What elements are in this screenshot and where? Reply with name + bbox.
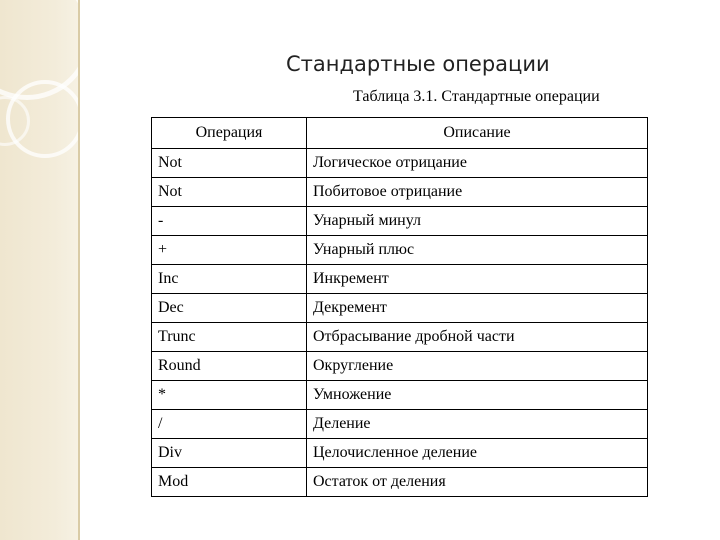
operation-cell: Div (152, 439, 307, 468)
table-header-row (152, 118, 648, 149)
description-cell: Умножение (307, 381, 648, 410)
header-operation: Операция (152, 118, 307, 149)
operation-cell: Mod (152, 468, 307, 497)
table-row (152, 265, 648, 294)
table-row (152, 381, 648, 410)
operation-cell: Not (152, 149, 307, 178)
table-row (152, 149, 648, 178)
table-row (152, 410, 648, 439)
description-cell: Унарный плюс (307, 236, 648, 265)
description-cell: Отбрасывание дробной части (307, 323, 648, 352)
table-caption: Таблица 3.1. Стандартные операции (353, 88, 600, 105)
operations-table (151, 117, 648, 497)
operation-cell: Not (152, 178, 307, 207)
description-cell: Деление (307, 410, 648, 439)
description-cell: Декремент (307, 294, 648, 323)
operation-cell: Dec (152, 294, 307, 323)
description-cell: Целочисленное деление (307, 439, 648, 468)
table-row (152, 178, 648, 207)
side-panel-border (78, 0, 80, 540)
description-cell: Унарный минул (307, 207, 648, 236)
description-cell: Побитовое отрицание (307, 178, 648, 207)
operation-cell: Trunc (152, 323, 307, 352)
table-row (152, 294, 648, 323)
table-row (152, 352, 648, 381)
operation-cell: Round (152, 352, 307, 381)
header-description: Описание (307, 118, 648, 149)
slide-title: Стандартные операции (286, 52, 550, 76)
operation-cell: * (152, 381, 307, 410)
operation-cell: + (152, 236, 307, 265)
operation-cell: Inc (152, 265, 307, 294)
table-row (152, 207, 648, 236)
description-cell: Логическое отрицание (307, 149, 648, 178)
operation-cell: / (152, 410, 307, 439)
description-cell: Округление (307, 352, 648, 381)
table-row (152, 236, 648, 265)
operation-cell: - (152, 207, 307, 236)
description-cell: Инкремент (307, 265, 648, 294)
table-row (152, 439, 648, 468)
table-row (152, 323, 648, 352)
decorative-side-panel (0, 0, 78, 540)
table-row (152, 468, 648, 497)
description-cell: Остаток от деления (307, 468, 648, 497)
